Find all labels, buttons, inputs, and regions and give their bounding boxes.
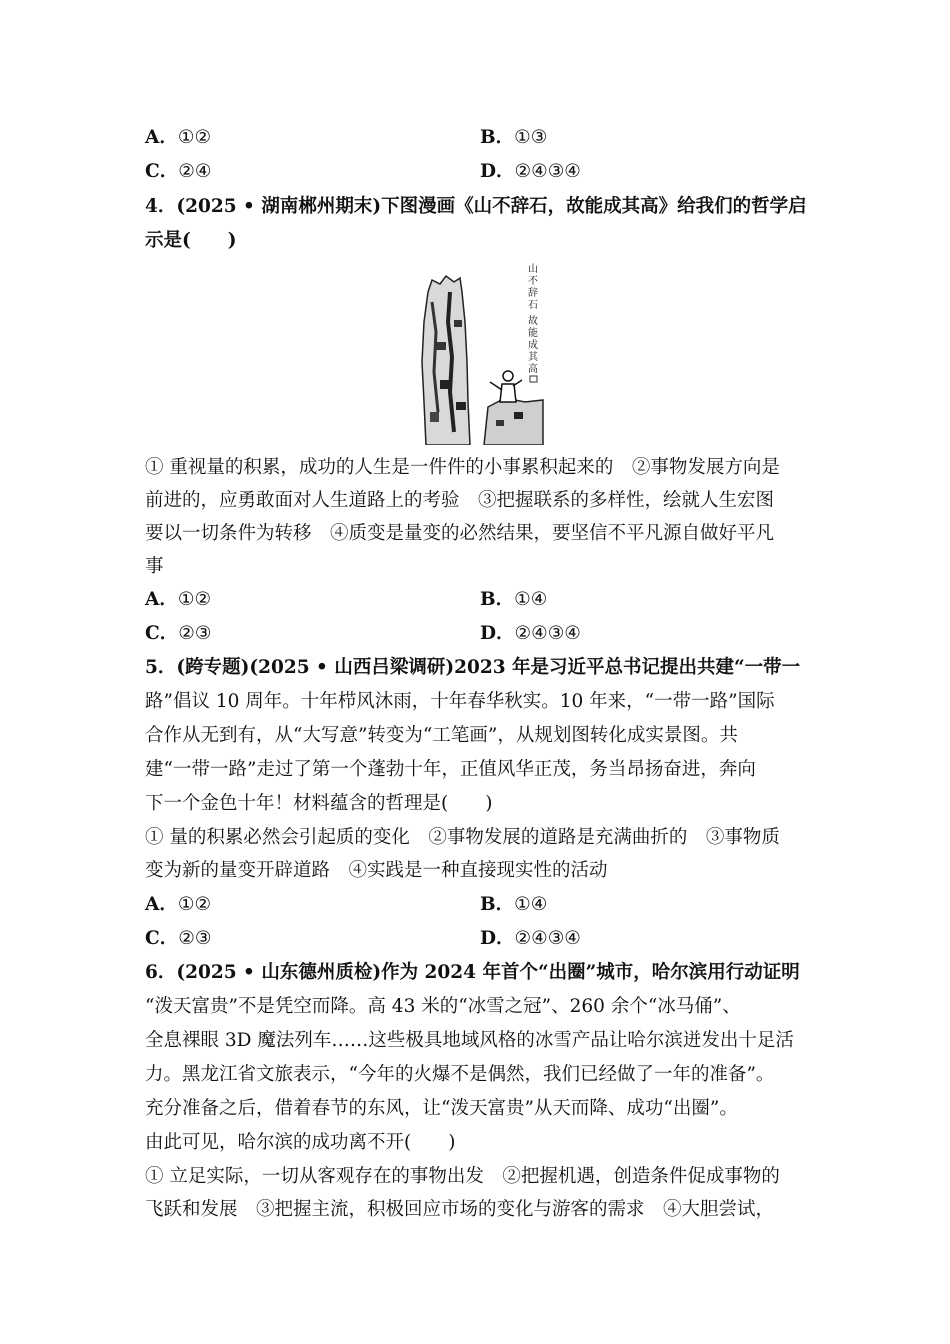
q4-statements-line-3: 要以一切条件为转移 ④质变是量变的必然结果，要坚信不平凡源自做好平凡 xyxy=(145,523,775,544)
option-letter: D． xyxy=(480,623,515,644)
option-text: ①④ xyxy=(514,894,548,915)
option-text: ②③ xyxy=(178,623,212,644)
q5-stem-line-1: 5．(跨专题)(2025 • 山西吕梁调研)2023 年是习近平总书记提出共建“一带一 xyxy=(145,657,801,678)
q3-option-a[interactable] xyxy=(145,125,211,151)
q3-option-c[interactable] xyxy=(145,159,211,185)
q4-stem-line-1: 4．(2025 • 湖南郴州期末)下图漫画《山不辞石，故能成其高》给我们的哲学启 xyxy=(145,196,807,217)
option-letter: B． xyxy=(480,127,515,148)
option-letter: C． xyxy=(145,928,179,949)
option-letter: D． xyxy=(480,161,515,182)
q4-statements-line-1: ① 重视量的积累，成功的人生是一件件的小事累积起来的 ②事物发展方向是 xyxy=(145,457,780,478)
caption-char: 其 xyxy=(528,352,538,363)
option-text: ②④③④ xyxy=(514,161,581,182)
caption-char: 石 xyxy=(528,300,538,311)
option-letter: A． xyxy=(145,894,178,915)
q5-stem-line-3: 合作从无到有，从“大写意”转变为“工笔画”，从规划图转化成实景图。共 xyxy=(145,725,738,746)
q6-stem-line-2: “泼天富贵”不是凭空而降。高 43 米的“冰雪之冠”、260 余个“冰马俑”、 xyxy=(145,996,741,1017)
q3-option-b[interactable] xyxy=(480,125,547,151)
q5-option-a[interactable] xyxy=(145,892,211,918)
caption-char: 不 xyxy=(528,276,538,287)
option-text: ②④③④ xyxy=(514,623,581,644)
caption-char: 成 xyxy=(528,340,538,351)
q4-statements-line-2: 前进的，应勇敢面对人生道路上的考验 ③把握联系的多样性，绘就人生宏图 xyxy=(145,490,775,511)
q4-option-c[interactable] xyxy=(145,621,211,647)
q5-stem-line-5: 下一个金色十年！材料蕴含的哲理是( ) xyxy=(145,793,493,814)
option-text: ②④③④ xyxy=(514,928,581,949)
q5-option-d[interactable] xyxy=(480,926,581,952)
q6-statements-line-2: 飞跃和发展 ③把握主流，积极回应市场的变化与游客的需求 ④大胆尝试， xyxy=(145,1199,775,1220)
q6-statements-line-1: ① 立足实际，一切从客观存在的事物出发 ②把握机遇，创造条件促成事物的 xyxy=(145,1166,780,1187)
q5-option-c[interactable] xyxy=(145,926,211,952)
caption-char: 能 xyxy=(528,328,538,339)
q3-option-d[interactable] xyxy=(480,159,581,185)
q6-stem-line-3: 全息裸眼 3D 魔法列车……这些极具地域风格的冰雪产品让哈尔滨迸发出十足活 xyxy=(145,1030,794,1051)
q5-stem-line-4: 建“一带一路”走过了第一个蓬勃十年，正值风华正茂，务当昂扬奋进，奔向 xyxy=(145,759,756,780)
q4-stem-line-2: 示是( ) xyxy=(145,230,237,251)
cartoon-caption xyxy=(528,262,539,375)
q6-stem-line-1: 6．(2025 • 山东德州质检)作为 2024 年首个“出圈”城市，哈尔滨用行动证明 xyxy=(145,962,800,983)
option-letter: A． xyxy=(145,589,178,610)
option-text: ①③ xyxy=(514,127,548,148)
option-letter: A． xyxy=(145,127,178,148)
option-text: ①④ xyxy=(514,589,548,610)
q6-stem-line-5: 充分准备之后，借着春节的东风，让“泼天富贵”从天而降、成功“出圈”。 xyxy=(145,1098,738,1119)
q5-option-b[interactable] xyxy=(480,892,547,918)
q6-stem-line-4: 力。黑龙江省文旅表示，“今年的火爆不是偶然，我们已经做了一年的准备”。 xyxy=(145,1064,775,1085)
cartoon-image xyxy=(410,262,545,445)
option-text: ②③ xyxy=(178,928,212,949)
q5-statements-line-2: 变为新的量变开辟道路 ④实践是一种直接现实性的活动 xyxy=(145,860,608,881)
option-text: ①② xyxy=(177,589,212,610)
q4-option-d[interactable] xyxy=(480,621,581,647)
caption-char: 故 xyxy=(528,316,538,327)
option-letter: C． xyxy=(145,161,179,182)
q4-option-a[interactable] xyxy=(145,587,211,613)
caption-char: 辞 xyxy=(528,288,538,299)
option-letter: D． xyxy=(480,928,515,949)
caption-char: 高 xyxy=(528,364,538,375)
q5-stem-line-2: 路”倡议 10 周年。十年栉风沐雨，十年春华秋实。10 年来，“一带一路”国际 xyxy=(145,691,775,712)
q6-stem-line-6: 由此可见，哈尔滨的成功离不开( ) xyxy=(145,1132,456,1153)
caption-char: 山 xyxy=(528,264,538,275)
option-letter: B． xyxy=(480,589,515,610)
option-letter: B． xyxy=(480,894,515,915)
q5-statements-line-1: ① 量的积累必然会引起质的变化 ②事物发展的道路是充满曲折的 ③事物质 xyxy=(145,827,780,848)
option-text: ①② xyxy=(177,127,212,148)
option-letter: C． xyxy=(145,623,179,644)
option-text: ②④ xyxy=(178,161,212,182)
q4-option-b[interactable] xyxy=(480,587,547,613)
cartoon-mountain-stones xyxy=(410,262,545,445)
option-text: ①② xyxy=(177,894,212,915)
q4-statements-line-4: 事 xyxy=(145,556,164,577)
